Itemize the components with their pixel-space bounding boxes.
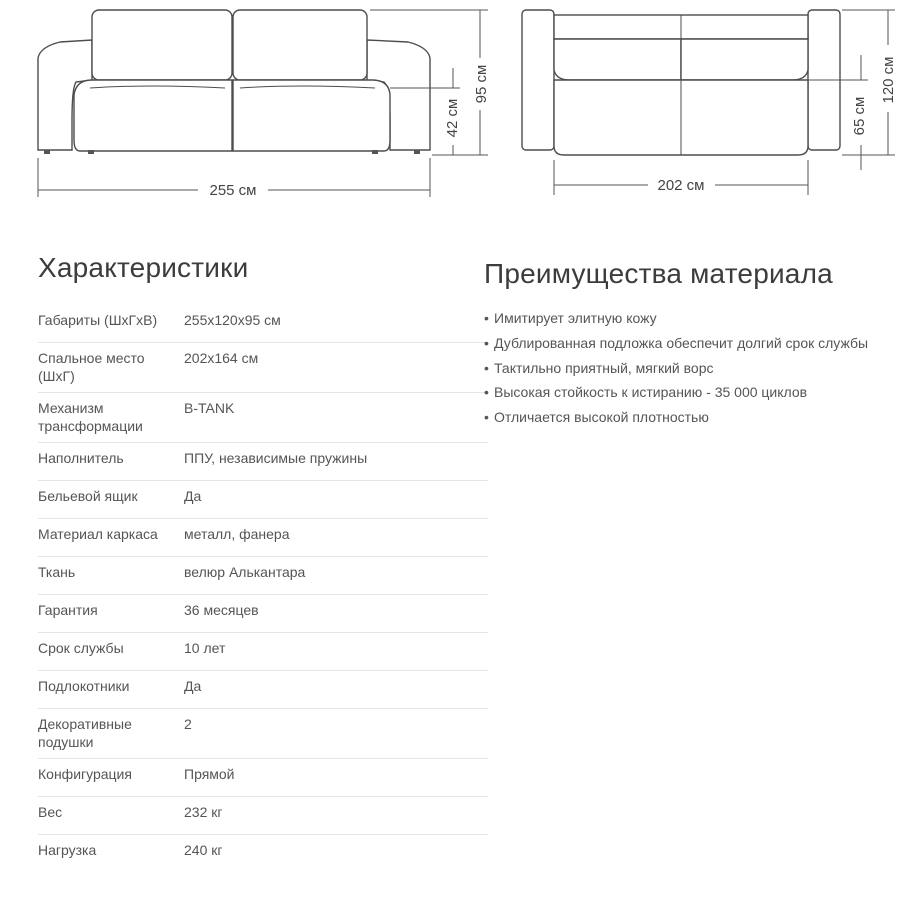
spec-value: 2 (184, 716, 192, 732)
spec-row (38, 305, 488, 343)
spec-row (38, 671, 488, 709)
spec-label: Материал каркаса (38, 526, 158, 542)
benefit-text: Дублированная подложка обеспечит долгий срок службы (494, 334, 869, 351)
spec-row (38, 709, 488, 759)
specifications-table (38, 305, 488, 872)
spec-value: ППУ, независимые пружины (184, 450, 368, 466)
spec-value: велюр Алькантара (184, 564, 306, 580)
front-seat-height-label: 42 см (444, 98, 461, 138)
spec-row (38, 519, 488, 557)
spec-label: Подлокотники (38, 678, 130, 694)
spec-label: Срок службы (38, 640, 124, 656)
spec-label: Гарантия (38, 602, 98, 618)
spec-label: Наполнитель (38, 450, 124, 466)
spec-row (38, 343, 488, 393)
spec-row (38, 481, 488, 519)
spec-label: Механизм трансформации (38, 400, 143, 434)
spec-value: 240 кг (184, 842, 223, 858)
bullet-icon: • (484, 384, 489, 401)
spec-row (38, 633, 488, 671)
spec-label: Бельевой ящик (38, 488, 138, 504)
benefit-text: Отличается высокой плотностью (494, 409, 709, 426)
spec-label: Конфигурация (38, 766, 132, 782)
spec-row (38, 797, 488, 835)
benefit-item (484, 359, 904, 377)
spec-value: 232 кг (184, 804, 223, 820)
spec-row (38, 557, 488, 595)
material-benefits-section (484, 258, 904, 433)
spec-row (38, 595, 488, 633)
sofa-front-view (38, 10, 490, 199)
spec-value: Прямой (184, 766, 235, 782)
benefit-text: Имитирует элитную кожу (494, 310, 657, 326)
spec-label: Ткань (38, 564, 76, 580)
bullet-icon: • (484, 359, 489, 376)
top-width-label: 202 см (657, 177, 705, 194)
spec-value: Да (184, 488, 202, 504)
bullet-icon: • (484, 334, 489, 351)
sofa-top-view (522, 10, 897, 195)
specifications-section (38, 252, 488, 872)
benefit-text: Высокая стойкость к истиранию - 35 000 циклов (494, 384, 808, 401)
bullet-icon: • (484, 409, 489, 426)
benefit-item (484, 408, 904, 426)
spec-row (38, 759, 488, 797)
spec-value: Да (184, 678, 202, 694)
spec-label: Нагрузка (38, 842, 97, 858)
spec-label: Вес (38, 804, 63, 820)
benefit-item (484, 309, 904, 327)
spec-row (38, 443, 488, 481)
spec-value: 10 лет (184, 640, 226, 656)
front-width-label: 255 см (209, 182, 257, 199)
spec-value: металл, фанера (184, 526, 290, 542)
spec-value: 255х120х95 см (184, 312, 281, 328)
benefit-item (484, 334, 904, 352)
top-depth-label: 120 см (880, 56, 897, 104)
benefit-text: Тактильно приятный, мягкий ворс (494, 359, 714, 376)
spec-label: Габариты (ШхГхВ) (38, 312, 158, 328)
spec-label: Спальное место (ШхГ) (38, 350, 145, 384)
material-benefits-list (484, 309, 904, 426)
front-height-label: 95 см (473, 64, 490, 104)
spec-value: 202х164 см (184, 350, 259, 366)
top-inner-depth-label: 65 см (851, 96, 868, 136)
spec-value: B-TANK (184, 400, 235, 416)
spec-row (38, 393, 488, 443)
sofa-dimension-drawings (0, 0, 910, 225)
bullet-icon: • (484, 310, 489, 326)
material-benefits-title: Преимущества материала (484, 258, 833, 289)
spec-value: 36 месяцев (184, 602, 259, 618)
spec-row (38, 835, 488, 872)
spec-label: Декоративные подушки (38, 716, 132, 750)
specifications-title: Характеристики (38, 252, 249, 283)
sofa-drawings-svg (0, 0, 910, 225)
benefit-item (484, 383, 904, 401)
